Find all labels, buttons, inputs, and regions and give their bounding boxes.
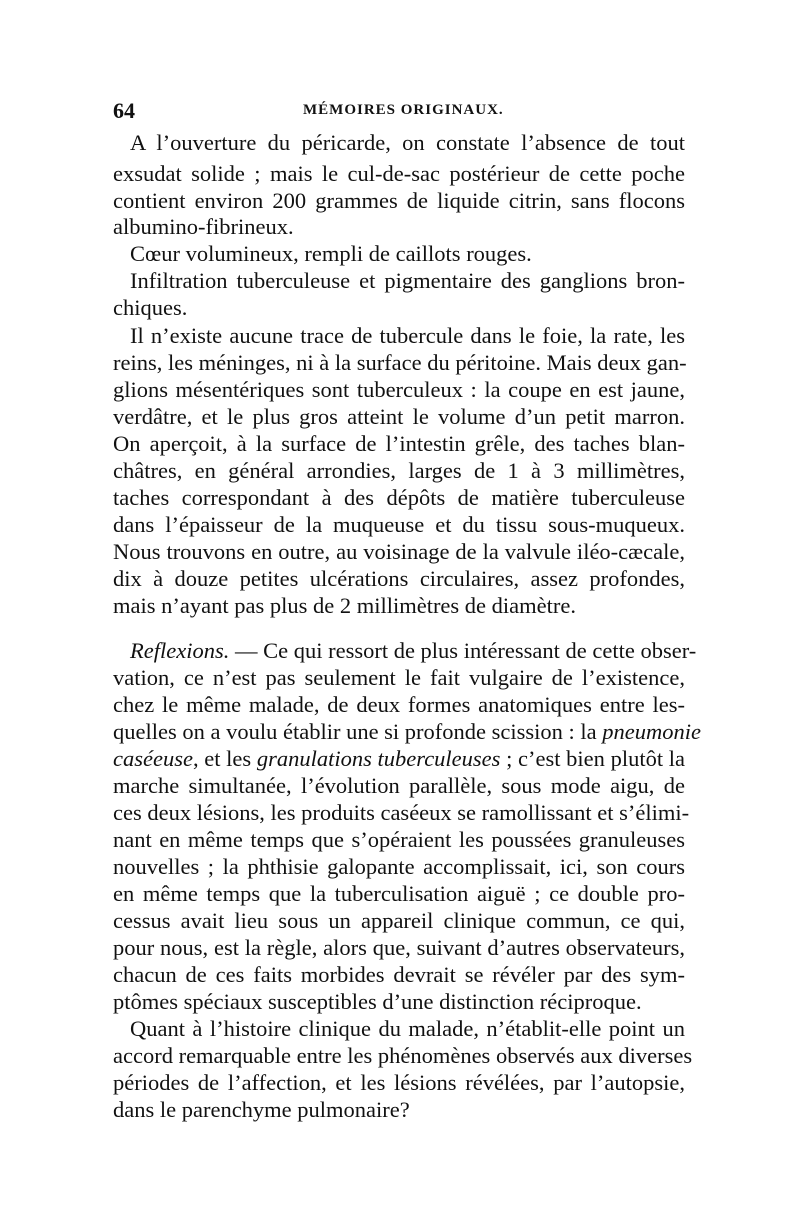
text-line-italic-term: caséeuse, et les granulations tuberculeuses ; c’est bien plutôt la [113,746,685,771]
text-line: marche simultanée, l’évolution parallèle, sous mode aigu, de [113,773,685,798]
text-line: dans le parenchyme pulmonaire? [113,1097,410,1122]
text-line: châtres, en général arrondies, larges de 1 à 3 millimètres, [113,458,685,483]
text-line: nouvelles ; la phthisie galopante accomplissait, ici, son cours [113,854,685,879]
text-line: exsudat solide ; mais le cul-de-sac postérieur de cette poche [113,161,685,186]
text-line: chez le même malade, de deux formes anatomiques entre les- [113,692,685,717]
text-line: reins, les méninges, ni à la surface du péritoine. Mais deux gan- [113,350,687,375]
text-line: pour nous, est la règle, alors que, suivant d’autres observateurs, [113,935,685,960]
text-line: ces deux lésions, les produits caséeux se ramollissant et s’élimi- [113,800,690,825]
text-line: ptômes spéciaux susceptibles d’une distinction réciproque. [113,989,642,1014]
text-line: contient environ 200 grammes de liquide citrin, sans flocons [113,188,685,213]
text-line: Nous trouvons en outre, au voisinage de la valvule iléo-cæcale, [113,539,685,564]
text-line: accord remarquable entre les phénomènes observés aux diverses [113,1043,693,1068]
page-number: 64 [113,98,135,123]
text-line: mais n’ayant pas plus de 2 millimètres de diamètre. [113,593,576,618]
text-line: dix à douze petites ulcérations circulaires, assez profondes, [113,566,685,591]
page-header [113,98,688,126]
running-title: MÉMOIRES ORIGINAUX. [303,102,504,118]
text-line: Cœur volumineux, rempli de caillots rouges. [130,241,532,266]
text-line-italic-term: quelles on a voulu établir une si profonde scission : la pneumonie [113,719,702,744]
text-line: périodes de l’affection, et les lésions révélées, par l’autopsie, [113,1070,685,1095]
text-line: Quant à l’histoire clinique du malade, n’établit-elle point un [130,1016,685,1041]
text-line: cessus avait lieu sous un appareil clinique commun, ce qui, [113,908,685,933]
text-line: vation, ce n’est pas seulement le fait vulgaire de l’existence, [113,665,685,690]
text-line: chacun de ces faits morbides devrait se révéler par des sym- [113,962,685,987]
reflexions-line: Reflexions. — Ce qui ressort de plus intéressant de cette obser- [130,638,697,663]
text-line: albumino-fibrineux. [113,214,294,239]
reflexions-heading: Reflexions. [130,638,230,663]
text-line: verdâtre, et le plus gros atteint le volume d’un petit marron. [113,404,685,429]
text-line: en même temps que la tuberculisation aiguë ; ce double pro- [113,881,685,906]
text-line: A l’ouverture du péricarde, on constate l’absence de tout [130,130,685,155]
text-line: glions mésentériques sont tuberculeux : la coupe en est jaune, [113,377,685,402]
text-line: dans l’épaisseur de la muqueuse et du tissu sous-muqueux. [113,512,685,537]
text-line: nant en même temps que s’opéraient les poussées granuleuses [113,827,685,852]
text-line: Infiltration tuberculeuse et pigmentaire des ganglions bron- [130,268,685,293]
text-line: Il n’existe aucune trace de tubercule dans le foie, la rate, les [130,323,685,348]
text-line: taches correspondant à des dépôts de matière tuberculeuse [113,485,685,510]
text-line: chiques. [113,295,188,320]
text-line: On aperçoit, à la surface de l’intestin grêle, des taches blan- [113,431,685,456]
